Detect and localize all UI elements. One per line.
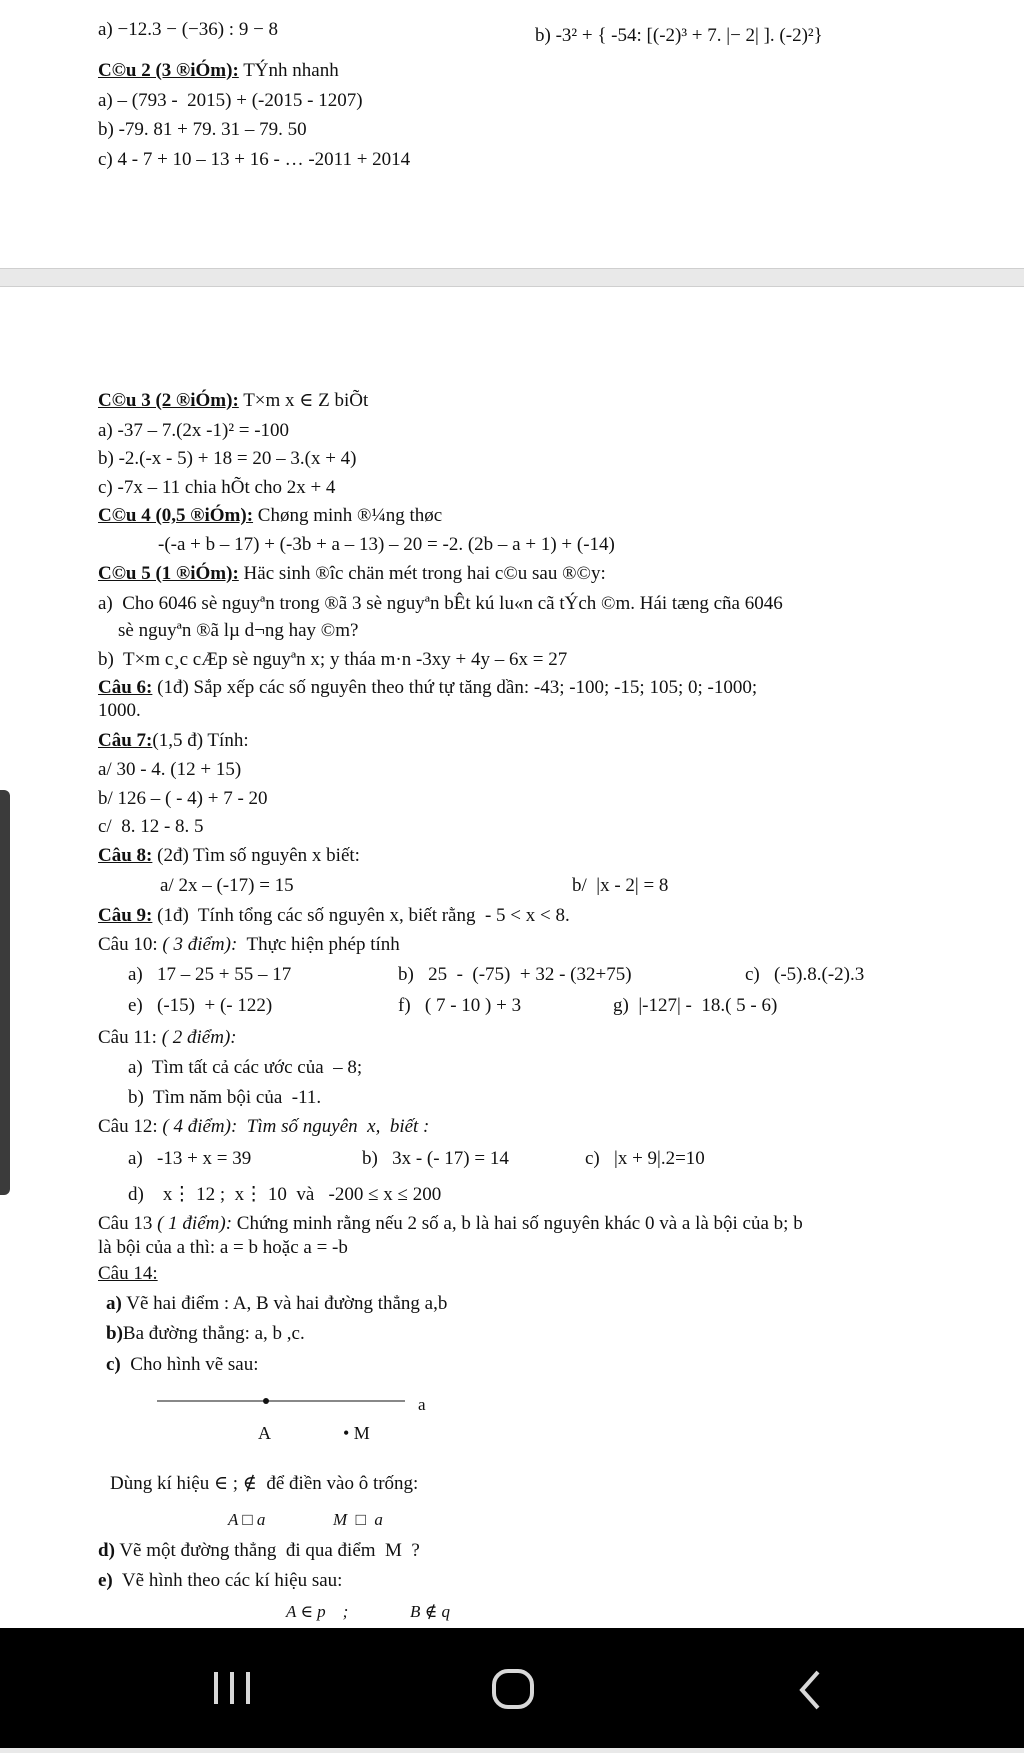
question-10f: f) ( 7 - 10 ) + 3: [398, 995, 522, 1016]
question-11-title: Câu 11:: [98, 1027, 162, 1048]
recents-icon: [132, 1628, 332, 1748]
question-14d: [98, 1540, 420, 1562]
question-10-title: Câu 10:: [98, 934, 163, 955]
question-2a: a) – (793 - 2015) + (-2015 - 1207): [98, 90, 363, 111]
document-page-2: [0, 286, 1024, 1629]
question-2-heading: [98, 60, 339, 82]
question-8-title: Câu 8:: [98, 845, 153, 866]
fill-box-m: M □ a: [333, 1510, 383, 1529]
question-10-text: Thực hiện phép tính: [237, 934, 400, 955]
question-14c: [106, 1354, 259, 1376]
question-4-heading: [98, 505, 442, 527]
question-13-title: Câu 13: [98, 1213, 158, 1234]
question-2-title: C©u 2 (3 ®iÓm):: [98, 60, 239, 81]
question-11b: b) Tìm năm bội của -11.: [128, 1087, 322, 1108]
question-14a: [106, 1293, 447, 1315]
question-12b: b) 3x - (- 17) = 14: [362, 1148, 509, 1169]
figure-line-a: [155, 1391, 455, 1423]
question-14b: [106, 1323, 305, 1345]
question-8-text: (2đ) Tìm số nguyên x biết:: [152, 845, 360, 866]
back-button[interactable]: [708, 1628, 908, 1748]
document-page-1: [0, 0, 1024, 269]
question-12d: d) x⋮ 12 ; x⋮ 10 và -200 ≤ x ≤ 200: [128, 1184, 442, 1205]
problem-1a: a) −12.3 − (−36) : 9 − 8: [98, 19, 279, 40]
question-7-heading: [98, 730, 249, 752]
question-12c: c) |x + 9|.2=10: [585, 1148, 705, 1169]
question-9-heading: [98, 905, 570, 927]
question-10-points: ( 3 điểm):: [162, 934, 238, 955]
symbol-a-in-p: A ∈ p ;: [286, 1602, 349, 1621]
question-10e: e) (-15) + (- 122): [128, 995, 273, 1016]
question-10g: g) |-127| - 18.( 5 - 6): [613, 995, 778, 1016]
question-13-text: Chứng minh rằng nếu 2 số a, b là hai số nguyên khác 0 và a là bội của b; b: [232, 1213, 803, 1234]
problem-1b: b) -3² + { -54: [(-2)³ + 7. |− 2| ]. (-2)²}: [535, 25, 823, 46]
question-10a: a) 17 – 25 + 55 – 17: [128, 964, 292, 985]
home-button[interactable]: [412, 1628, 612, 1748]
question-14d-text: Vẽ một đường thẳng đi qua điểm M ?: [114, 1540, 420, 1561]
question-3c: c) -7x – 11 chia hÕt cho 2x + 4: [98, 477, 336, 498]
question-7b: b/ 126 – ( - 4) + 7 - 20: [98, 788, 268, 809]
question-5b: b) T×m c¸c cÆp sè nguyªn x; y tháa m·n -3xy + 4y – 6x = 27: [98, 649, 568, 670]
question-8b: b/ |x - 2| = 8: [572, 875, 669, 896]
scrollbar-handle[interactable]: [0, 790, 10, 1195]
figure-line-label: a: [418, 1395, 426, 1414]
question-14-title: Câu 14:: [98, 1263, 158, 1284]
question-5-heading: [98, 563, 606, 585]
question-13-text-2: là bội của a thì: a = b hoặc a = -b: [98, 1237, 348, 1258]
question-14e-label: e): [98, 1570, 113, 1591]
question-3-heading: [98, 390, 368, 412]
fill-box-a: A □ a: [228, 1510, 266, 1529]
symbol-b-notin-q: B ∉ q: [410, 1602, 450, 1621]
question-14d-label: d): [98, 1540, 115, 1561]
point-a-dot: [263, 1398, 269, 1404]
question-13-points: ( 1 điểm):: [157, 1213, 233, 1234]
question-7-text: (1,5 đ) Tính:: [152, 730, 249, 751]
question-8-heading: [98, 845, 360, 867]
question-8a: a/ 2x – (-17) = 15: [160, 875, 294, 896]
question-14a-label: a): [106, 1293, 122, 1314]
question-6-title: Câu 6:: [98, 677, 153, 698]
question-14e: [98, 1570, 342, 1592]
question-14a-text: Vẽ hai điểm : A, B và hai đường thẳng a,b: [121, 1293, 448, 1314]
question-14-instruction: Dùng kí hiệu ∈ ; ∉ để điền vào ô trống:: [110, 1473, 419, 1494]
question-12-heading: [98, 1116, 429, 1138]
question-5-text: Häc sinh ®îc chän mét trong hai c©u sau ®©y:: [238, 563, 606, 584]
question-9-title: Câu 9:: [98, 905, 153, 926]
question-11a: a) Tìm tất cả các ước của – 8;: [128, 1057, 363, 1078]
question-2-text: TÝnh nhanh: [238, 60, 339, 81]
question-10b: b) 25 - (-75) + 32 - (32+75): [398, 964, 632, 985]
question-13-heading: [98, 1213, 803, 1235]
back-icon: [708, 1628, 908, 1748]
question-4-title: C©u 4 (0,5 ®iÓm):: [98, 505, 254, 526]
recents-button[interactable]: [132, 1628, 332, 1748]
question-9-text: (1đ) Tính tổng các số nguyên x, biết rằng - 5 < x < 8.: [152, 905, 570, 926]
figure-point-m-label: • M: [343, 1423, 370, 1443]
question-6-text: (1đ) Sắp xếp các số nguyên theo thứ tự tăng dần: -43; -100; -15; 105; 0; -1000;: [152, 677, 758, 698]
question-3-title: C©u 3 (2 ®iÓm):: [98, 390, 239, 411]
question-2c: c) 4 - 7 + 10 – 13 + 16 - … -2011 + 2014: [98, 149, 411, 170]
question-6-heading: [98, 677, 757, 699]
question-14c-label: c): [106, 1354, 121, 1375]
question-11-points: ( 2 điểm):: [161, 1027, 237, 1048]
figure-point-a-label: A: [258, 1423, 271, 1443]
question-5a-line1: a) Cho 6046 sè nguyªn trong ®ã 3 sè nguyªn bÊt kú lu«n cã tÝch ©m. Hái tæng cña 6046: [98, 593, 783, 614]
question-14b-text: Ba đường thẳng: a, b ,c.: [122, 1323, 305, 1344]
question-5a-line2: sè nguyªn ®ã lµ d¬ng hay ©m?: [118, 620, 359, 641]
question-7c: c/ 8. 12 - 8. 5: [98, 816, 204, 837]
question-6-text-2: 1000.: [98, 700, 141, 721]
question-11-heading: [98, 1027, 237, 1049]
question-14c-text: Cho hình vẽ sau:: [120, 1354, 259, 1375]
question-14e-text: Vẽ hình theo các kí hiệu sau:: [112, 1570, 343, 1591]
question-7-title: Câu 7:: [98, 730, 153, 751]
home-icon: [412, 1628, 612, 1748]
question-2b: b) -79. 81 + 79. 31 – 79. 50: [98, 119, 307, 140]
question-3-text: T×m x ∈ Z biÕt: [238, 390, 369, 411]
question-10-heading: [98, 934, 400, 956]
question-12a: a) -13 + x = 39: [128, 1148, 252, 1169]
question-3a: a) -37 – 7.(2x -1)² = -100: [98, 420, 290, 441]
question-14b-label: b): [106, 1323, 123, 1344]
question-4-equation: -(-a + b – 17) + (-3b + a – 13) – 20 = -2. (2b – a + 1) + (-14): [158, 534, 615, 555]
android-navigation-bar: [0, 1628, 1024, 1748]
question-3b: b) -2.(-x - 5) + 18 = 20 – 3.(x + 4): [98, 448, 357, 469]
question-10c: c) (-5).8.(-2).3: [745, 964, 865, 985]
question-12-title: Câu 12:: [98, 1116, 163, 1137]
question-7a: a/ 30 - 4. (12 + 15): [98, 759, 242, 780]
question-12-text: ( 4 điểm): Tìm số nguyên x, biết :: [162, 1116, 430, 1137]
question-5-title: C©u 5 (1 ®iÓm):: [98, 563, 239, 584]
question-4-text: Chøng minh ®¼ng thøc: [253, 505, 443, 526]
